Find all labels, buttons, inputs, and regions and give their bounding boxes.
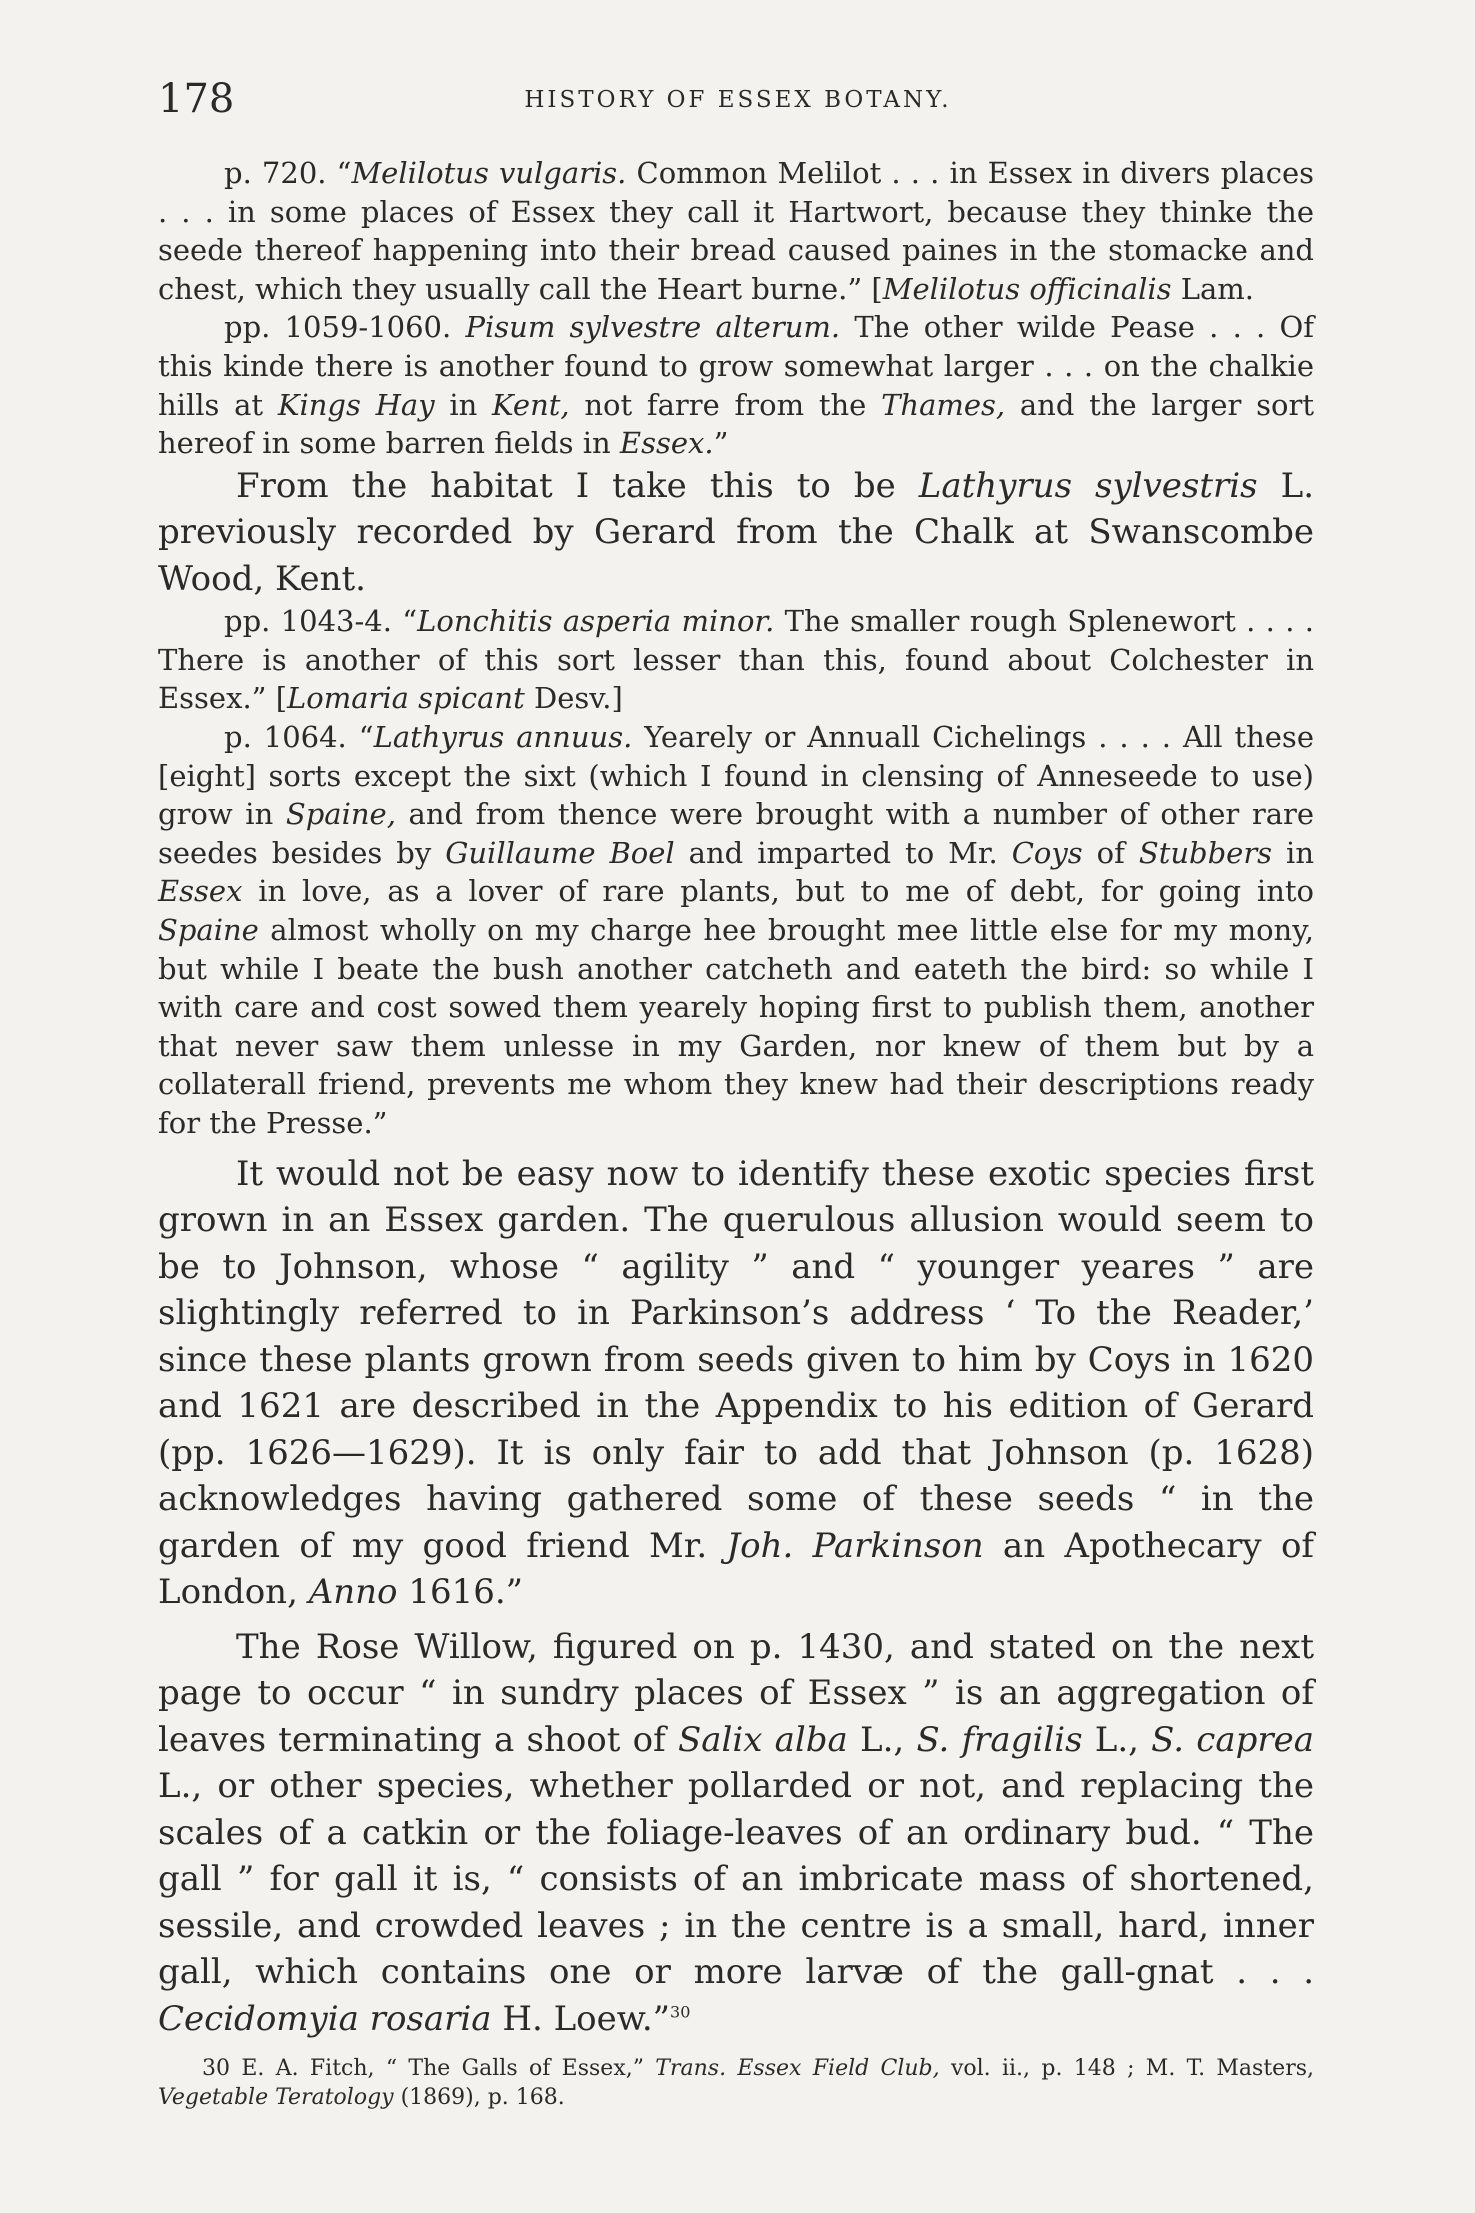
quote-paragraph-lonchitis: [158, 602, 1314, 718]
italic-text: Lathyrus annuus.: [373, 720, 633, 755]
text-run: in: [1272, 835, 1314, 870]
comment-paragraph-exotic-species: [158, 1151, 1314, 1616]
text-run: and from thence were brought with a number of other rare seedes besides by: [158, 797, 1315, 870]
text-run: pp. 1059-1060.: [224, 310, 466, 345]
footnote-ref: 30: [670, 2002, 691, 2022]
quote-paragraph-pisum: [158, 308, 1314, 462]
italic-text: Melilotus vulgaris.: [351, 156, 627, 190]
text-run: L.,: [1082, 1719, 1152, 1760]
footnote: [158, 2054, 1314, 2112]
text-run: Lam.: [1171, 271, 1255, 306]
italic-text: Lonchitis asperia minor.: [417, 604, 775, 639]
text-run: in: [434, 387, 493, 422]
italic-text: Salix alba: [677, 1719, 848, 1760]
text-run: The other wilde Pease . . . Of this kinde there is another found to grow somewhat larger . . . on the chalkie hills at: [158, 310, 1315, 422]
italic-text: Thames,: [881, 387, 1006, 422]
text-run: and imparted to Mr.: [674, 835, 1012, 870]
italic-text: Guillaume Boel: [445, 835, 675, 870]
text-run: 1616.”: [397, 1572, 524, 1613]
text-run: p. 1064. “: [224, 720, 374, 755]
text-run: H. Loew.”: [491, 1998, 671, 2039]
text-run: L., or other species, whether pollarded or not, and replacing the scales of a catkin or the foliage-leaves of an ordinary bud. “ The gall ” for gall it is, “ consists of an imbricate mass of shortened, sessile, and crowded leaves ; in the centre is a small, hard, inner gall, which contains one or more larvæ of the gall-gnat . . .: [158, 1766, 1314, 1993]
italic-text: Essex.: [619, 426, 714, 461]
text-run: From the habitat I take this to be: [236, 465, 919, 506]
text-run: p. 720. “: [224, 156, 352, 190]
italic-text: Lathyrus sylvestris: [918, 465, 1258, 506]
text-run: Common Melilot . . . in Essex in divers places . . . in some places of Essex they call it Hartwort, because they thinke the seede thereof happening into their bread caused paines in the stomacke and chest, which they usually call the Heart burne.” [: [158, 156, 1314, 306]
italic-text: Coys: [1011, 835, 1083, 870]
italic-text: Vegetable Teratology: [158, 2085, 394, 2111]
comment-paragraph-lathyrus-sylvestris: [158, 463, 1314, 603]
italic-text: Spaine: [158, 913, 259, 947]
text-run: (1869), p. 168.: [393, 2085, 565, 2111]
text-run: 30 E. A. Fitch, “ The Galls of Essex,”: [202, 2056, 656, 2082]
italic-text: Pisum sylvestre alterum.: [465, 310, 841, 345]
quote-paragraph-melilotus: [158, 154, 1314, 308]
comment-paragraph-rose-willow: [158, 1624, 1314, 2043]
text-run: The smaller rough Splenewort . . . . There is another of this sort lesser than this, found about Colchester in Essex.” [: [158, 604, 1315, 716]
text-run: vol. ii., p. 148 ; M. T. Masters,: [939, 2056, 1314, 2082]
italic-text: Essex: [158, 874, 243, 909]
text-run: L.,: [847, 1719, 917, 1760]
text-run: and the larger sort hereof in some barren fields in: [158, 387, 1315, 461]
page-header: [158, 74, 1318, 124]
italic-text: Melilotus officinalis: [882, 271, 1172, 306]
text-run: in love, as a lover of rare plants, but to me of debt, for going into: [242, 874, 1314, 909]
italic-text: Kings Hay: [277, 387, 435, 422]
page-body: [158, 150, 1314, 2112]
page-number: 178: [158, 76, 235, 122]
italic-text: Lomaria spicant: [287, 681, 525, 716]
italic-text: Spaine,: [285, 797, 396, 832]
text-run: of: [1082, 835, 1139, 870]
italic-text: Trans. Essex Field Club,: [655, 2056, 940, 2082]
italic-text: S. caprea: [1151, 1719, 1315, 1760]
italic-text: Joh. Parkinson: [726, 1525, 984, 1566]
running-title: HISTORY OF ESSEX BOTANY.: [524, 87, 952, 113]
text-run: Desv.]: [524, 681, 623, 716]
italic-text: Cecidomyia rosaria: [158, 1998, 492, 2039]
text-run: ”: [713, 426, 729, 461]
text-run: It would not be easy now to identify these exotic species first grown in an Essex garden. The querulous allusion would seem to be to Johnson, whose “ agility ” and “ younger yeares ” are slightingly referred to in Parkinson’s address ‘ To the Reader,’ since these plants grown from seeds given to him by Coys in 1620 and 1621 are described in the Appendix to his edition of Gerard (pp. 1626—1629). It is only fair to add that Johnson (p. 1628) acknowledges having gathered some of these seeds “ in the garden of my good friend Mr.: [158, 1153, 1314, 1566]
text-run: L. previously recorded by Gerard from the Chalk at Swanscombe Wood, Kent.: [158, 465, 1314, 599]
text-run: pp. 1043-4. “: [224, 604, 418, 639]
text-run: an Apothecary of London,: [158, 1525, 1314, 1613]
italic-text: Stubbers: [1138, 835, 1273, 870]
quote-paragraph-lathyrus-annuus: [158, 718, 1314, 1143]
text-run: not farre from the: [569, 387, 882, 422]
italic-text: Anno: [308, 1572, 398, 1613]
text-run: almost wholly on my charge hee brought mee little else for my mony, but while I beate the bush another catcheth and eateth the bird: so while I with care and cost sowed them yearely hoping first to publish them, another that never saw them unlesse in my Garden, nor knew of them but by a collaterall friend, prevents me whom they knew had their descriptions ready for the Presse.”: [158, 913, 1314, 1140]
italic-text: S. fragilis: [916, 1719, 1083, 1760]
text-run: The Rose Willow, figured on p. 1430, and stated on the next page to occur “ in sundry places of Essex ” is an aggregation of leaves terminating a shoot of: [158, 1626, 1314, 1760]
text-run: Yearely or Annuall Cichelings . . . . All these [eight] sorts except the sixt (which I found in clensing of Anneseede to use) grow in: [158, 720, 1314, 832]
italic-text: Kent,: [492, 387, 570, 422]
